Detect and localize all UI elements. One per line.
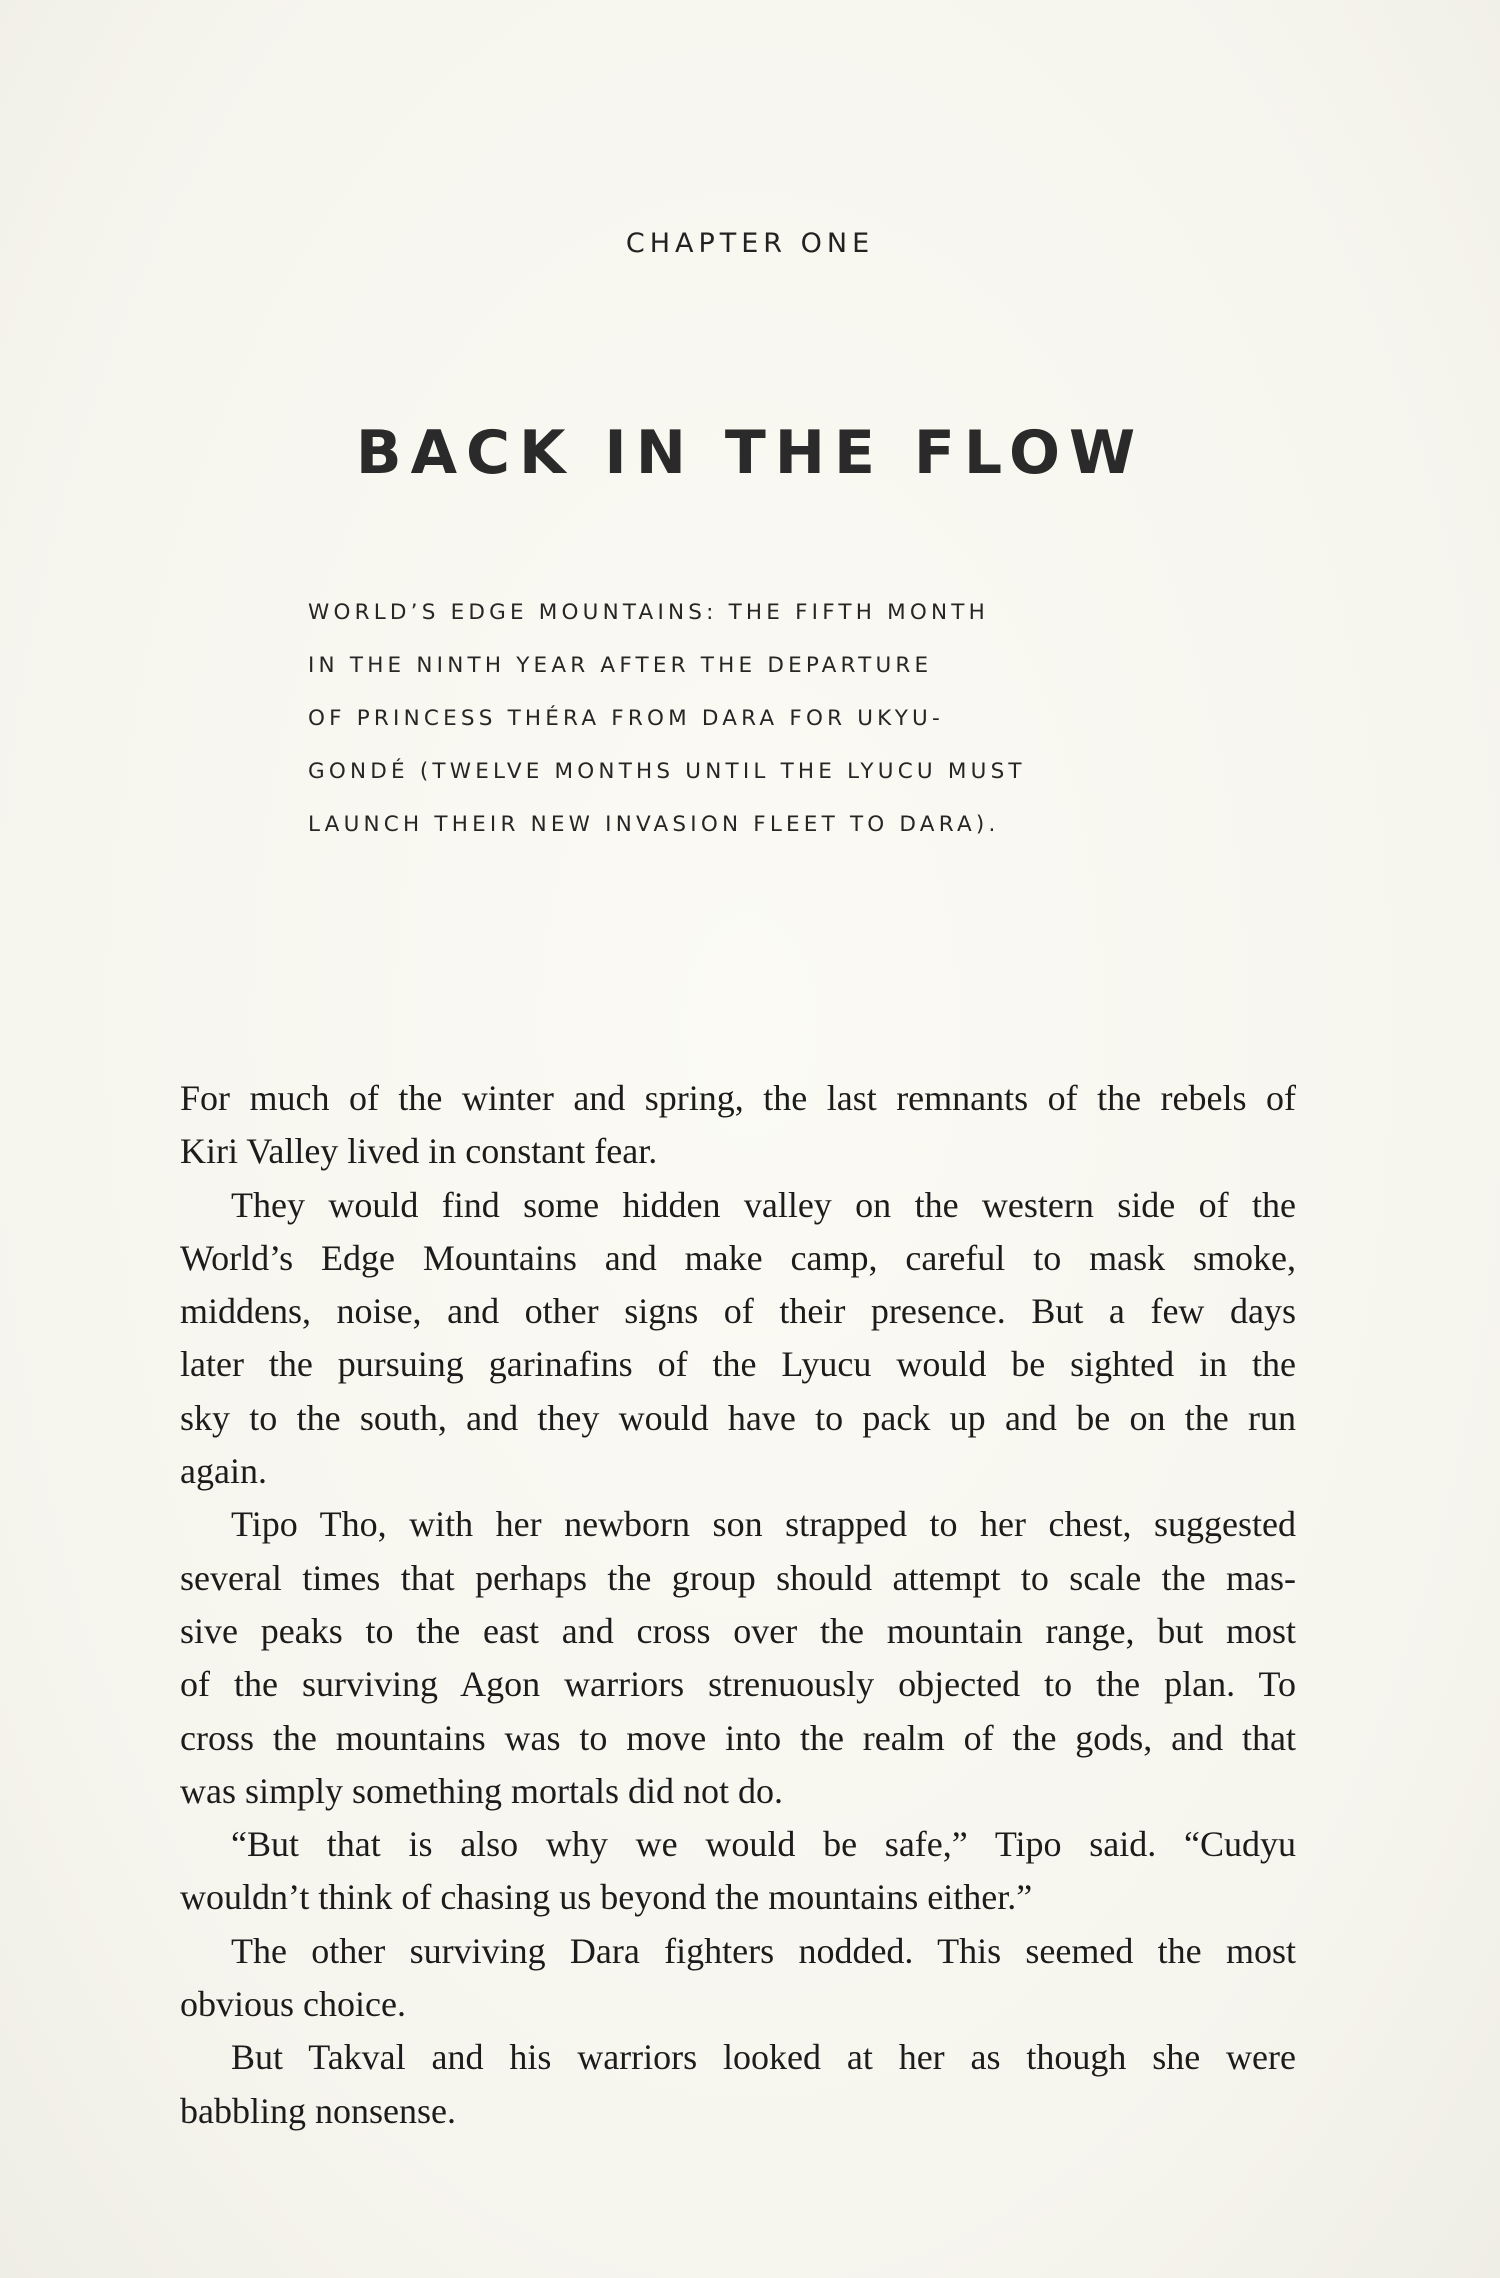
body-line: The other surviving Dara fighters nodded. This seemed the most (231, 1930, 1296, 1971)
body-line: Kiri Valley lived in constant fear. (180, 1131, 658, 1172)
body-line: For much of the winter and spring, the last remnants of the rebels of (180, 1078, 1296, 1118)
epigraph-line: OF PRINCESS THÉRA FROM DARA FOR UKYU- (308, 706, 944, 731)
body-line: obvious choice. (180, 1984, 406, 2025)
chapter-label: CHAPTER ONE (625, 228, 875, 259)
body-line: wouldn’t think of chasing us beyond the mountains either.” (180, 1877, 1033, 1918)
chapter-title: BACK IN THE FLOW (355, 418, 1145, 488)
epigraph-line: LAUNCH THEIR NEW INVASION FLEET TO DARA). (308, 812, 1000, 837)
body-line: sky to the south, and they would have to pack up and be on the run (180, 1397, 1296, 1438)
chapter-body (180, 1076, 1296, 2142)
epigraph-line: IN THE NINTH YEAR AFTER THE DEPARTURE (308, 653, 933, 678)
body-line: again. (180, 1451, 267, 1492)
body-line: World’s Edge Mountains and make camp, careful to mask smoke, (180, 1237, 1296, 1278)
body-line: babbling nonsense. (180, 2090, 456, 2131)
body-line: middens, noise, and other signs of their presence. But a few days (180, 1291, 1296, 1332)
body-line: cross the mountains was to move into the realm of the gods, and that (180, 1717, 1296, 1758)
chapter-epigraph (308, 597, 1208, 862)
body-line: was simply something mortals did not do. (180, 1770, 783, 1811)
body-line: of the surviving Agon warriors strenuously objected to the plan. To (180, 1664, 1296, 1705)
body-line: “But that is also why we would be safe,” Tipo said. “Cudyu (231, 1824, 1296, 1865)
body-line: later the pursuing garinafins of the Lyucu would be sighted in the (180, 1344, 1296, 1385)
epigraph-line: GONDÉ (TWELVE MONTHS UNTIL THE LYUCU MUST (308, 759, 1026, 784)
body-line: several times that perhaps the group should attempt to scale the mas- (180, 1557, 1296, 1598)
body-line: Tipo Tho, with her newborn son strapped to her chest, suggested (231, 1504, 1296, 1545)
body-line: But Takval and his warriors looked at her as though she were (231, 2037, 1296, 2078)
epigraph-line: WORLD’S EDGE MOUNTAINS: THE FIFTH MONTH (308, 600, 990, 625)
body-line: sive peaks to the east and cross over the mountain range, but most (180, 1610, 1296, 1651)
body-line: They would find some hidden valley on the western side of the (231, 1184, 1296, 1225)
